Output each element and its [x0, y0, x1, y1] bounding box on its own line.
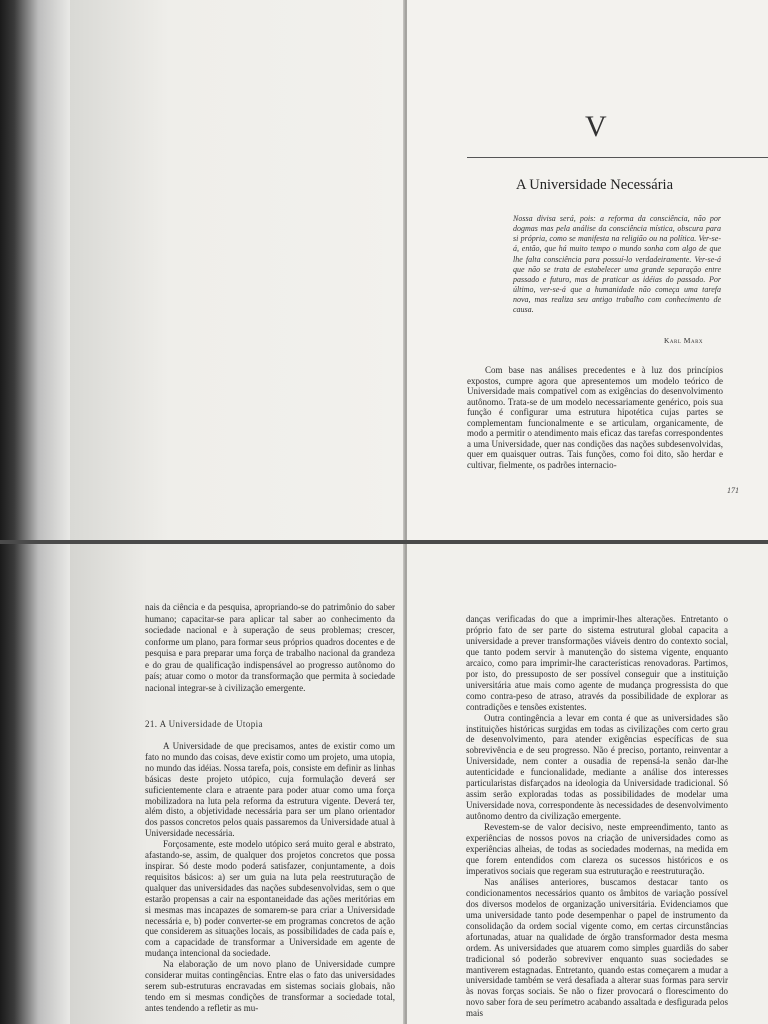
blank-left-page: [68, 0, 405, 540]
book-binding-edge: [0, 0, 70, 540]
book-binding-edge: [0, 544, 70, 1024]
page-number: 171: [727, 486, 739, 495]
page-171-body: [467, 365, 723, 470]
paragraph: Forçosamente, este modelo utópico será muito geral e abstrato, afastando-se, assim, de qualquer dos projetos concretos que possa inspirar. Só deste modo poderá satisfazer, conjuntamente, a dois requisitos básicos: a) ser um guia na luta pela reestruturação de qualquer das universidades das nações subdesenvolvidas, sem o que estarão propensas a cair na espontaneidade das ações meritórias em si mesmas mas incapazes de somarem-se para criar a Universidade necessária e, b) poder converter-se em programas concretos de ação que considerem as situações locais, as possibilidades de cada país e, com a capacidade de transformar a Universidade em agente de mudança intencional da sociedade.: [145, 839, 395, 959]
paragraph: Outra contingência a levar em conta é que as universidades são instituições históricas surgidas em todas as civilizações com certo grau de desenvolvimento, para atender exigências específicas de sua sobrevivência e de seu progresso. Não é preciso, portanto, reinventar a Universidade, nem conter a ousadia de repensá-la senão dar-lhe autenticidade e funcionalidade, mediante a análise dos interesses particularistas disfarçados na ideologia da Universidade tradicional. Só assim serão exploradas todas as possibilidades de modelar uma Universidade nova, correspondente às necessidades de desenvolvimento autônomo dentro da civilização emergente.: [466, 712, 728, 822]
page-173-body: [466, 614, 728, 1019]
chapter-number: V: [585, 110, 607, 143]
paragraph: Revestem-se de valor decisivo, neste empreendimento, tanto as experiências de nossos povos na criação de universidades como as experiências alheias, de todas as sociedades modernas, na medida em que forem entendidos com clareza os sucessos históricos e os imperativos sociais que regeram sua estruturação e reestruturação.: [466, 822, 728, 876]
page-172-opening: [145, 602, 395, 694]
epigraph-quote: Nossa divisa será, pois: a reforma da consciência, não por dogmas mas pela análise da consciência mística, obscura para si própria, como se manifesta na religião ou na política. Ver-se-á, então, que há muito tempo o mundo sonha com algo de que lhe falta consciência para possuí-lo verdadeiramente. Ver-se-á que não se trata de estabelecer uma grande separação entre passado e futuro, mas de praticar as idéias do passado. Por último, ver-se-á que a humanidade não começa uma tarefa nova, mas realiza seu antigo trabalho com conhecimento de causa.: [513, 214, 721, 315]
section-heading: 21. A Universidade de Utopia: [145, 719, 263, 729]
paragraph: A Universidade de que precisamos, antes de existir como um fato no mundo das coisas, deve existir como um projeto, uma utopia, no mundo das idéias. Nossa tarefa, pois, consiste em definir as linhas básicas deste projeto utópico, cuja formulação deverá ser suficientemente clara e atraente para poder atuar como uma força mobilizadora na luta pela reforma da estrutura vigente. Deverá ter, além disto, a objetividade necessária para ser um plano orientador dos passos concretos pelos quais passaremos da Universidade atual à Universidade necessária.: [145, 741, 395, 839]
paragraph: Na elaboração de um novo plano de Universidade cumpre considerar muitas contingências. Entre elas o fato das universidades serem sub-estruturas encravadas em sistemas sociais globais, não tendo em si mesmas condições de transformar a sociedade total, antes tendendo a refletir as mu-: [145, 959, 395, 1013]
paragraph: Com base nas análises precedentes e à luz dos princípios expostos, cumpre agora que apresentemos um modelo teórico de Universidade mais compatível com as exigências do desenvolvimento autônomo. Trata-se de um modelo necessariamente genérico, pois sua função é configurar uma estrutura hipotética cujas partes se complementam funcionalmente e se articulam, organicamente, de modo a permitir o atendimento mais eficaz das tarefas correspondentes a uma Universidade, quer nas condições das nações subdesenvolvidas, quer em quaisquer outras. Tais funções, como foi dito, são herdar e cultivar, fielmente, os padrões internacio-: [467, 365, 723, 470]
epigraph-author: Karl Marx: [664, 336, 704, 345]
chapter-rule: [467, 157, 768, 158]
paragraph: nais da ciência e da pesquisa, apropriando-se do patrimônio do saber humano; capacitar-se para aplicar tal saber ao conhecimento da sociedade nacional e à superação de seus problemas; crescer, conforme um plano, para formar seus próprios quadros docentes e de pesquisa e para preparar uma força de trabalho nacional da grandeza e do grau de qualificação indispensável ao progresso autônomo do país; atuar como o motor da transformação que permita à sociedade nacional integrar-se à civilização emergente.: [145, 602, 395, 693]
paragraph: danças verificadas do que a imprimir-lhes alterações. Entretanto o próprio fato de ser parte do sistema estrutural global capacita a universidade a prever transformações viáveis dentro do contexto social, que tanto podem servir à manutenção do sistema vigente, enquanto arcaico, como para imprimir-lhe características renovadoras. Partimos, por isto, do pressuposto de ser possível conseguir que a instituição universitária atue mais como agente de mudança progressista do que como contra-peso de atraso, através da possibilidade de explorar as contradições e tensões existentes.: [466, 614, 728, 712]
chapter-title: A Universidade Necessária: [516, 177, 674, 193]
page-172-body: [145, 741, 395, 1014]
paragraph: Nas análises anteriores, buscamos destacar tanto os condicionamentos necessários quanto os âmbitos de variação possível dos diversos modelos de organização universitária. Evidenciamos que uma universidade tanto pode desempenhar o papel de instrumento da consolidação da ordem social vigente como, em certas circunstâncias afortunadas, atuar na qualidade de órgão transformador desta mesma ordem. As universidades que atuarem como simples guardiãs do saber tradicional só poderão sobreviver enquanto suas sociedades se mantiverem estagnadas. Entretanto, quando estas começarem a mudar a universidade também se verá desafiada a alterar suas formas para servir às novas forças sociais. Se não o fizer provocará o florescimento do novo saber fora de seu perímetro acabando assaltada e desfigurada pelos mais: [466, 876, 728, 1019]
